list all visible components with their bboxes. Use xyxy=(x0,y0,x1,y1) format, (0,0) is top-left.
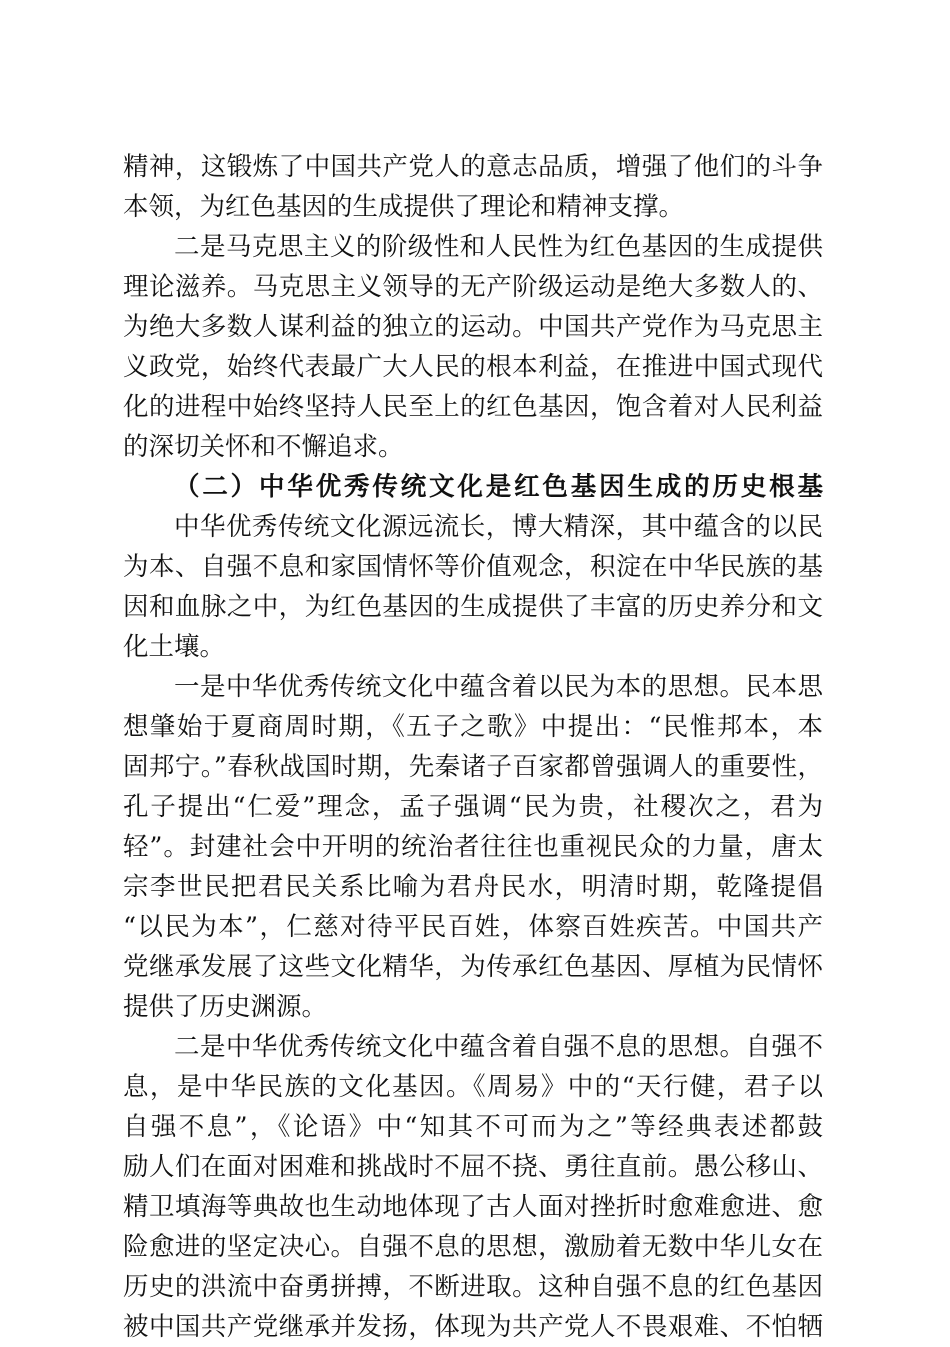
text-line: 本领，为红色基因的生成提供了理论和精神支撑。 xyxy=(123,192,685,222)
text-line: 想肇始于夏商周时期，《五子之歌》中提出：“民惟邦本，本 xyxy=(123,712,823,742)
text-line: 化的进程中始终坚持人民至上的红色基因，饱含着对人民利益 xyxy=(123,392,823,422)
text-line: 为绝大多数人谋利益的独立的运动。中国共产党作为马克思主 xyxy=(123,312,823,342)
paragraph-first-line: 二是中华优秀传统文化中蕴含着自强不息的思想。自强不 xyxy=(174,1032,823,1062)
text-line: 的深切关怀和不懈追求。 xyxy=(123,432,404,462)
text-line: 轻”。封建社会中开明的统治者往往也重视民众的力量，唐太 xyxy=(123,832,823,862)
text-line: 险愈进的坚定决心。自强不息的思想，激励着无数中华儿女在 xyxy=(123,1232,823,1262)
text-line: 为本、自强不息和家国情怀等价值观念，积淀在中华民族的基 xyxy=(123,552,823,582)
text-line: 因和血脉之中，为红色基因的生成提供了丰富的历史养分和文 xyxy=(123,592,823,622)
text-line: 固邦宁。”春秋战国时期，先秦诸子百家都曾强调人的重要性， xyxy=(123,752,823,782)
paragraph-first-line: 一是中华优秀传统文化中蕴含着以民为本的思想。民本思 xyxy=(174,672,823,702)
text-line: 历史的洪流中奋勇拼搏，不断进取。这种自强不息的红色基因 xyxy=(123,1272,823,1302)
text-line: 息，是中华民族的文化基因。《周易》中的“天行健，君子以 xyxy=(123,1072,823,1102)
paragraph-first-line: 中华优秀传统文化源远流长，博大精深，其中蕴含的以民 xyxy=(174,512,823,542)
text-line: 励人们在面对困难和挑战时不屈不挠、勇往直前。愚公移山、 xyxy=(123,1152,823,1182)
paragraph-first-line: 二是马克思主义的阶级性和人民性为红色基因的生成提供 xyxy=(174,232,823,262)
text-line: “以民为本”，仁慈对待平民百姓，体察百姓疾苦。中国共产 xyxy=(123,912,823,942)
text-line: 宗李世民把君民关系比喻为君舟民水，明清时期，乾隆提倡 xyxy=(123,872,823,902)
text-line: 孔子提出“仁爱”理念，孟子强调“民为贵，社稷次之，君为 xyxy=(123,792,823,822)
text-line: 义政党，始终代表最广大人民的根本利益，在推进中国式现代 xyxy=(123,352,823,382)
text-line: 自强不息”，《论语》中“知其不可而为之”等经典表述都鼓 xyxy=(123,1112,823,1142)
text-line: 提供了历史渊源。 xyxy=(123,992,328,1022)
text-line: 党继承发展了这些文化精华，为传承红色基因、厚植为民情怀 xyxy=(123,952,823,982)
text-line: 被中国共产党继承并发扬，体现为共产党人不畏艰难、不怕牺 xyxy=(123,1312,823,1342)
text-line: 精神，这锻炼了中国共产党人的意志品质，增强了他们的斗争 xyxy=(123,152,823,182)
section-heading: （二）中华优秀传统文化是红色基因生成的历史根基 xyxy=(174,472,823,502)
text-line: 理论滋养。马克思主义领导的无产阶级运动是绝大多数人的、 xyxy=(123,272,823,302)
text-line: 精卫填海等典故也生动地体现了古人面对挫折时愈难愈进、愈 xyxy=(123,1192,823,1222)
text-line: 化土壤。 xyxy=(123,632,226,662)
